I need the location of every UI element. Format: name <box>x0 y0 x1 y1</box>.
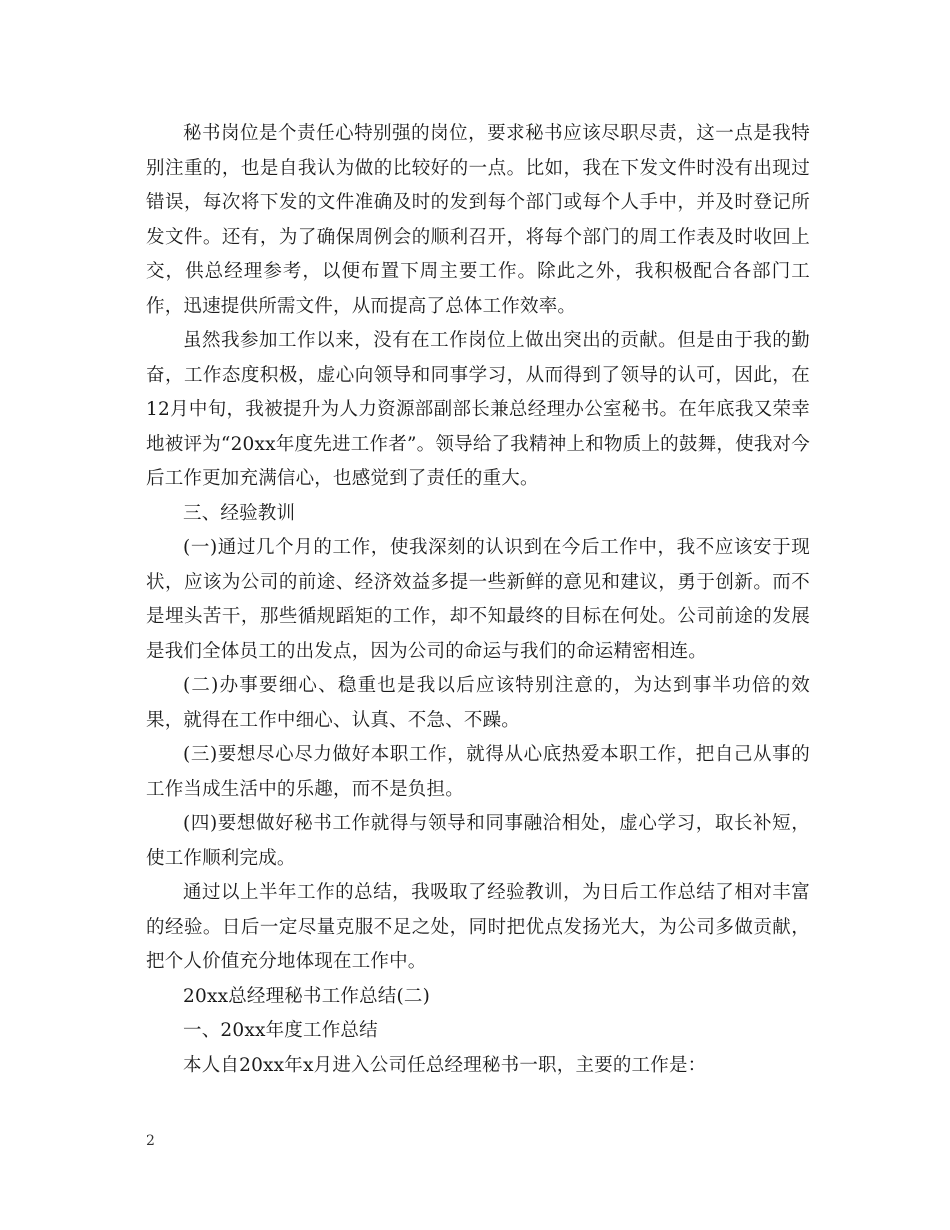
paragraph-lesson-3: (三)要想尽心尽力做好本职工作，就得从心底热爱本职工作，把自己从事的工作当成生活中的乐趣，而不是负担。 <box>146 744 810 800</box>
paragraph-lesson-2: (二)办事要细心、稳重也是我以后应该特别注意的，为达到事半功倍的效果，就得在工作中细心、认真、不急、不躁。 <box>146 675 810 731</box>
document-body <box>146 117 810 1083</box>
section-heading-lessons: 三、经验教训 <box>183 502 296 524</box>
paragraph-lesson-1: (一)通过几个月的工作，使我深刻的认识到在今后工作中，我不应该安于现状，应该为公司的前途、经济效益多提一些新鲜的意见和建议，勇于创新。而不是埋头苦干，那些循规蹈矩的工作，却不知最终的目标在何处。公司前途的发展是我们全体员工的出发点，因为公司的命运与我们的命运精密相连。 <box>146 537 810 662</box>
paragraph-secretary-responsibility: 秘书岗位是个责任心特别强的岗位，要求秘书应该尽职尽责，这一点是我特别注重的，也是自我认为做的比较好的一点。比如，我在下发文件时没有出现过错误，每次将下发的文件准确及时的发到每个部门或每个人手中，并及时登记所发文件。还有，为了确保周例会的顺利召开，将每个部门的周工作表及时收回上交，供总经理参考，以便布置下周主要工作。除此之外，我积极配合各部门工作，迅速提供所需文件，从而提高了总体工作效率。 <box>146 123 810 317</box>
paragraph-promotion-recognition: 虽然我参加工作以来，没有在工作岗位上做出突出的贡献。但是由于我的勤奋，工作态度积极，虚心向领导和同事学习，从而得到了领导的认可，因此，在12月中旬，我被提升为人力资源部副部长兼总经理办公室秘书。在年底我又荣幸地被评为“20xx年度先进工作者”。领导给了我精神上和物质上的鼓舞，使我对今后工作更加充满信心，也感觉到了责任的重大。 <box>146 330 810 489</box>
document-subtitle-part-two: 20xx总经理秘书工作总结(二) <box>183 985 431 1007</box>
page-number: 2 <box>146 1133 155 1149</box>
section-heading-annual-summary: 一、20xx年度工作总结 <box>183 1020 378 1041</box>
paragraph-lesson-4: (四)要想做好秘书工作就得与领导和同事融洽相处，虚心学习，取长补短，使工作顺利完成。 <box>146 813 810 869</box>
paragraph-role-introduction: 本人自20xx年x月进入公司任总经理秘书一职，主要的工作是： <box>183 1054 707 1076</box>
paragraph-half-year-conclusion: 通过以上半年工作的总结，我吸取了经验教训，为日后工作总结了相对丰富的经验。日后一定尽量克服不足之处，同时把优点发扬光大，为公司多做贡献，把个人价值充分地体现在工作中。 <box>146 882 810 972</box>
